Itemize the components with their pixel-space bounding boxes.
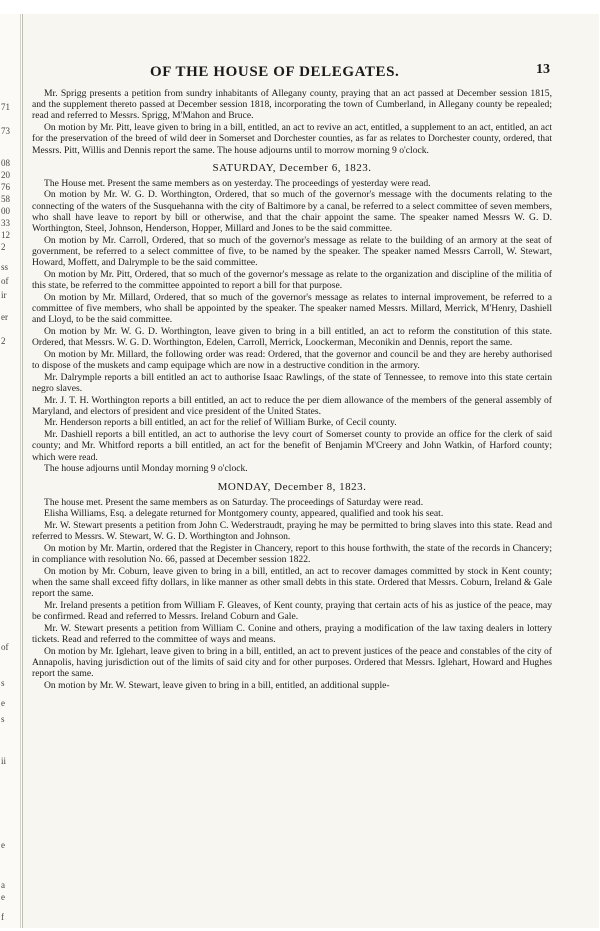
paragraph: On motion by Mr. Martin, ordered that the Register in Chancery, report to this house forthwith, the state of the records in Chancery; in compliance with resolution No. 66, passed at December session 1822. <box>32 542 552 566</box>
paragraph: Mr. J. T. H. Worthington reports a bill entitled, an act to reduce the per diem allowance of the members of the general assembly of Maryland, and electors of president and vice president of the United States. <box>32 394 552 417</box>
paragraph: On motion by Mr. Carroll, Ordered, that so much of the governor's message as relate to the building of an armory at the seat of government, be referred to a select committee of five, to be named by the speaker. The speaker named Messrs Carroll, W. Stewart, Howard, Moffett, and Dalrymple to be the said committee. <box>32 234 552 269</box>
paragraph: Mr. Ireland presents a petition from William F. Gleaves, of Kent county, praying that certain acts of his as justice of the peace, may be confirmed. Read and referred to Messrs. Ireland Coburn and Gale. <box>32 599 552 623</box>
margin-fragment: ii <box>1 756 7 766</box>
margin-fragment: 33 <box>1 218 10 228</box>
running-head: OF THE HOUSE OF DELEGATES. <box>150 64 400 80</box>
page-number: 13 <box>536 62 550 77</box>
paragraph: Elisha Williams, Esq. a delegate returned for Montgomery county, appeared, qualified and took his seat. <box>44 508 444 520</box>
margin-fragment: 73 <box>1 126 10 136</box>
paragraph: The House met. Present the same members as on yesterday. The proceedings of yesterday were read. <box>44 177 431 189</box>
paragraph: Mr. W. Stewart presents a petition from William C. Conine and others, praying a modification of the law taxing dealers in lottery tickets. Read and referred to the committee of ways and means. <box>32 622 552 645</box>
margin-fragment: 08 <box>1 158 10 168</box>
left-margin-strip <box>0 14 21 928</box>
paragraph: On motion by Mr. W. G. D. Worthington, leave given to bring in a bill entitled, an act to reform the constitution of this state. Ordered, that Messrs. W. G. D. Worthington, Edelen, Carroll, Merrick, Loockerman, Meconikin and Dennis, report the same. <box>32 325 552 349</box>
page-header <box>30 60 550 80</box>
paragraph: On motion by Mr. Millard, the following order was read: Ordered, that the governor and council be and they are hereby authorised to dispose of the muskets and camp equipage which are now in a destructive condition in the armory. <box>32 348 552 371</box>
margin-fragment: s <box>1 714 5 724</box>
margin-fragment: a <box>1 880 5 890</box>
date-heading-monday: MONDAY, December 8, 1823. <box>217 480 367 493</box>
paragraph: On motion by Mr. Pitt, Ordered, that so much of the governor's message as relate to the organization and discipline of the militia of this state, be referred to the committee appointed to report a bill for that purpose. <box>32 268 552 292</box>
margin-fragment: e <box>1 892 5 902</box>
paragraph: Mr. Dalrymple reports a bill entitled an act to authorise Isaac Rawlings, of the state of Tennessee, to remove into this state certain negro slaves. <box>32 371 552 394</box>
margin-fragment: of <box>1 642 9 652</box>
margin-fragment: 00 <box>1 206 10 216</box>
paragraph: On motion by Mr. W. G. D. Worthington, Ordered, that so much of the governor's message with the documents relating to the connecting of the waters of the Susquehanna with the city of Baltimore by a canal, be referred to a select committee of seven members, who shall have leave to report by bill or otherwise, and that the chair appoint the same. The speaker named Messrs W. G. D. Worthington, Steel, Johnson, Henderson, Hopper, Millard and Jones to be the said committee. <box>32 189 552 235</box>
margin-fragment: 20 <box>1 170 10 180</box>
paragraph: On motion by Mr. Millard, Ordered, that so much of the governor's message as relates to internal improvement, be referred to a committee of five members, who shall be appointed by the speaker. The speaker named Messrs. Millard, Merrick, M'Henry, Dashiell and Lloyd, to be the said committee. <box>32 291 552 326</box>
margin-fragment: s <box>1 678 5 688</box>
margin-fragment: 2 <box>1 242 6 252</box>
paragraph: On motion by Mr. Pitt, leave given to bring in a bill, entitled, an act to revive an act, entitled, a supplement to an act, entitled, an act for the preservation of the breed of wild deer in Somerset and Dorchester counties, as far as relates to Dorchester county, ordered, that Messrs. Pitt, Willis and Dennis report the same. The house adjourns until to morrow morning 9 o'clock. <box>32 122 552 156</box>
margin-fragment: e <box>1 698 5 708</box>
margin-fragment: e <box>1 840 5 850</box>
margin-fragment: 2 <box>1 336 6 346</box>
margin-fragment: f <box>1 912 4 922</box>
paragraph: Mr. Sprigg presents a petition from sundry inhabitants of Allegany county, praying that an act passed at December session 1815, and the supplement thereto passed at December session 1818, incorporating the town of Cumberland, in Allegany county be repealed; read and referred to Messrs. Sprigg, M'Mahon and Bruce. <box>32 88 552 122</box>
paragraph: The house met. Present the same members as on Saturday. The proceedings of Saturday were read. <box>44 496 424 508</box>
paragraph: The house adjourns until Monday morning 9 o'clock. <box>44 463 248 475</box>
paragraph: On motion by Mr. Coburn, leave given to bring in a bill, entitled, an act to recover damages committed by stock in Kent county; when the same shall exceed fifty dollars, in like manner as other small debts in this state. Ordered that Messrs. Coburn, Ireland & Gale report the same. <box>32 565 552 600</box>
paragraph: On motion by Mr. W. Stewart, leave given to bring in a bill, entitled, an additional supple- <box>44 679 390 691</box>
margin-fragment: of <box>1 276 9 286</box>
margin-fragment: 58 <box>1 194 10 204</box>
margin-fragment: 12 <box>1 230 10 240</box>
margin-fragment: 76 <box>1 182 10 192</box>
date-heading-saturday: SATURDAY, December 6, 1823. <box>212 161 372 174</box>
paragraph: Mr. Henderson reports a bill entitled, an act for the relief of William Burke, of Cecil county. <box>44 417 397 429</box>
journal-body <box>32 88 552 691</box>
margin-fragment: er <box>1 312 8 322</box>
paragraph: Mr. W. Stewart presents a petition from John C. Wederstraudt, praying he may be permitted to bring slaves into this state. Read and referred to Messrs. W. Stewart, W. G. D. Worthington and Johnson. <box>32 519 552 543</box>
paragraph: Mr. Dashiell reports a bill entitled, an act to authorise the levy court of Somerset county to provide an office for the clerk of said county; and Mr. Whitford reports a bill entitled, an act for the benefit of Benjamin M'Creery and John Watkin, of Harford county; which were read. <box>32 429 552 463</box>
paragraph: On motion by Mr. Iglehart, leave given to bring in a bill, entitled, an act to prevent justices of the peace and constables of the city of Annapolis, having jurisdiction out of the limits of said city and for other purposes. Ordered that Messrs. Iglehart, Howard and Hughes report the same. <box>32 645 552 680</box>
margin-fragment: ss <box>1 262 9 272</box>
margin-fragment: 71 <box>1 102 10 112</box>
margin-fragment: ir <box>1 290 7 300</box>
